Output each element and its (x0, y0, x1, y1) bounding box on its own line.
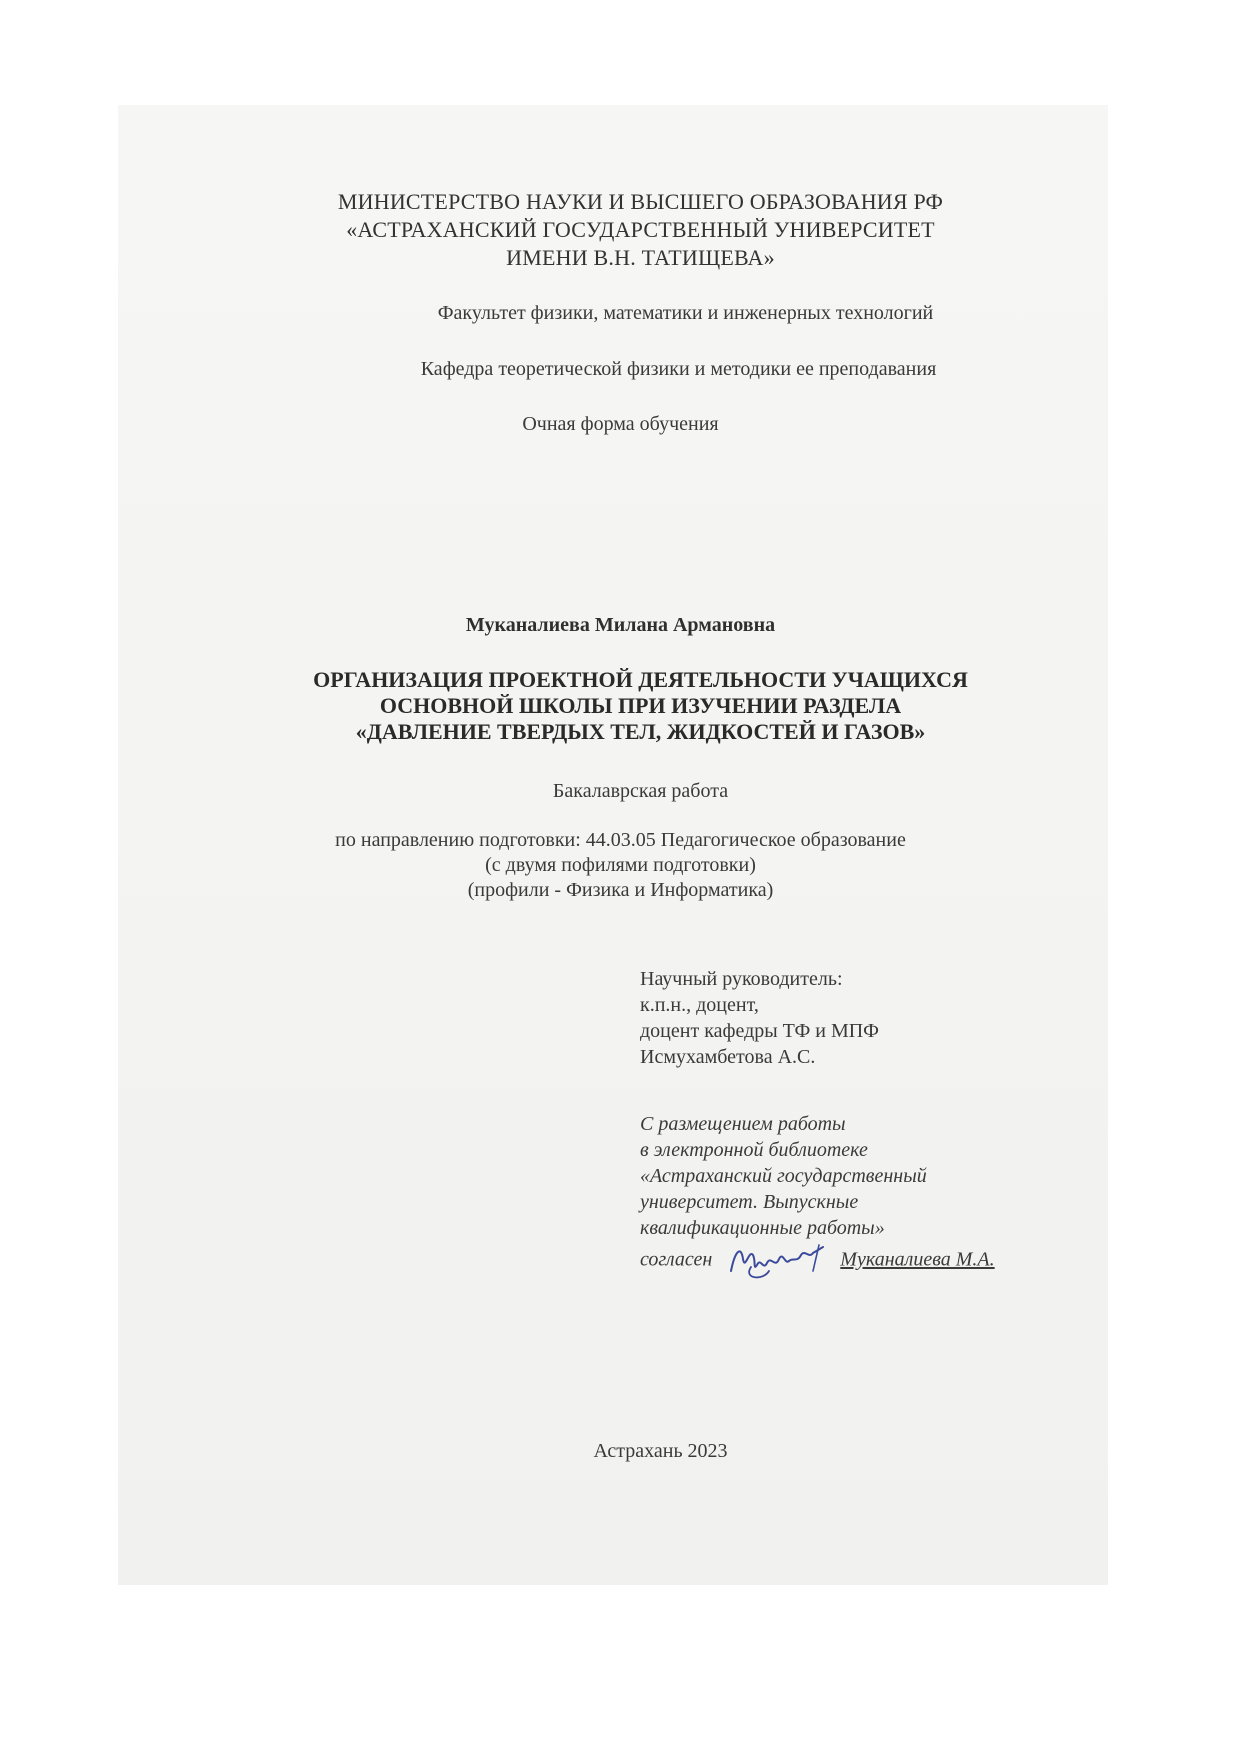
supervisor-name: Исмухамбетова А.С. (640, 1046, 816, 1068)
work-type: Бакалаврская работа (552, 780, 729, 802)
title-line: ОСНОВНОЙ ШКОЛЫ ПРИ ИЗУЧЕНИИ РАЗДЕЛА (379, 693, 902, 718)
title-line: ОРГАНИЗАЦИЯ ПРОЕКТНОЙ ДЕЯТЕЛЬНОСТИ УЧАЩИХСЯ (313, 667, 968, 692)
direction-line: по направлению подготовки: 44.03.05 Педагогическое образование (335, 829, 906, 851)
university-name-line: ИМЕНИ В.Н. ТАТИЩЕВА» (506, 245, 775, 270)
supervisor-line: доцент кафедры ТФ и МПФ (640, 1020, 879, 1042)
study-direction (0, 828, 1241, 903)
ministry-line: МИНИСТЕРСТВО НАУКИ И ВЫСШЕГО ОБРАЗОВАНИЯ РФ (337, 189, 944, 214)
ministry-header (0, 188, 1241, 272)
university-line: «АСТРАХАНСКИЙ ГОСУДАРСТВЕННЫЙ УНИВЕРСИТЕТ (346, 217, 935, 242)
supervisor-block (640, 966, 879, 1070)
consent-line: «Астраханский государственный (640, 1165, 927, 1187)
author-name: Муканалиева Милана Армановна (465, 614, 776, 636)
supervisor-line: к.п.н., доцент, (640, 994, 759, 1016)
agree-word: согласен (640, 1248, 713, 1271)
consent-line: С размещением работы (640, 1113, 846, 1135)
library-consent-block (640, 1111, 995, 1281)
signature-row (640, 1241, 995, 1281)
study-form: Очная форма обучения (522, 413, 719, 435)
handwritten-signature (723, 1241, 833, 1281)
signed-name: Муканалиева М.А. (840, 1248, 995, 1271)
consent-line: в электронной библиотеке (640, 1139, 868, 1161)
faculty-name: Факультет физики, математики и инженерных технологий (437, 302, 934, 324)
direction-line: (с двумя пофилями подготовки) (485, 854, 756, 876)
title-line: «ДАВЛЕНИЕ ТВЕРДЫХ ТЕЛ, ЖИДКОСТЕЙ И ГАЗОВ» (355, 719, 926, 744)
thesis-title (20, 667, 1241, 745)
supervisor-line: Научный руководитель: (640, 968, 843, 990)
city-year: Астрахань 2023 (593, 1440, 728, 1462)
chair-name: Кафедра теоретической физики и методики ее преподавания (420, 358, 937, 380)
consent-line: университет. Выпускные (640, 1191, 859, 1213)
consent-line: квалификационные работы» (640, 1217, 885, 1239)
direction-line: (профили - Физика и Информатика) (467, 879, 774, 901)
